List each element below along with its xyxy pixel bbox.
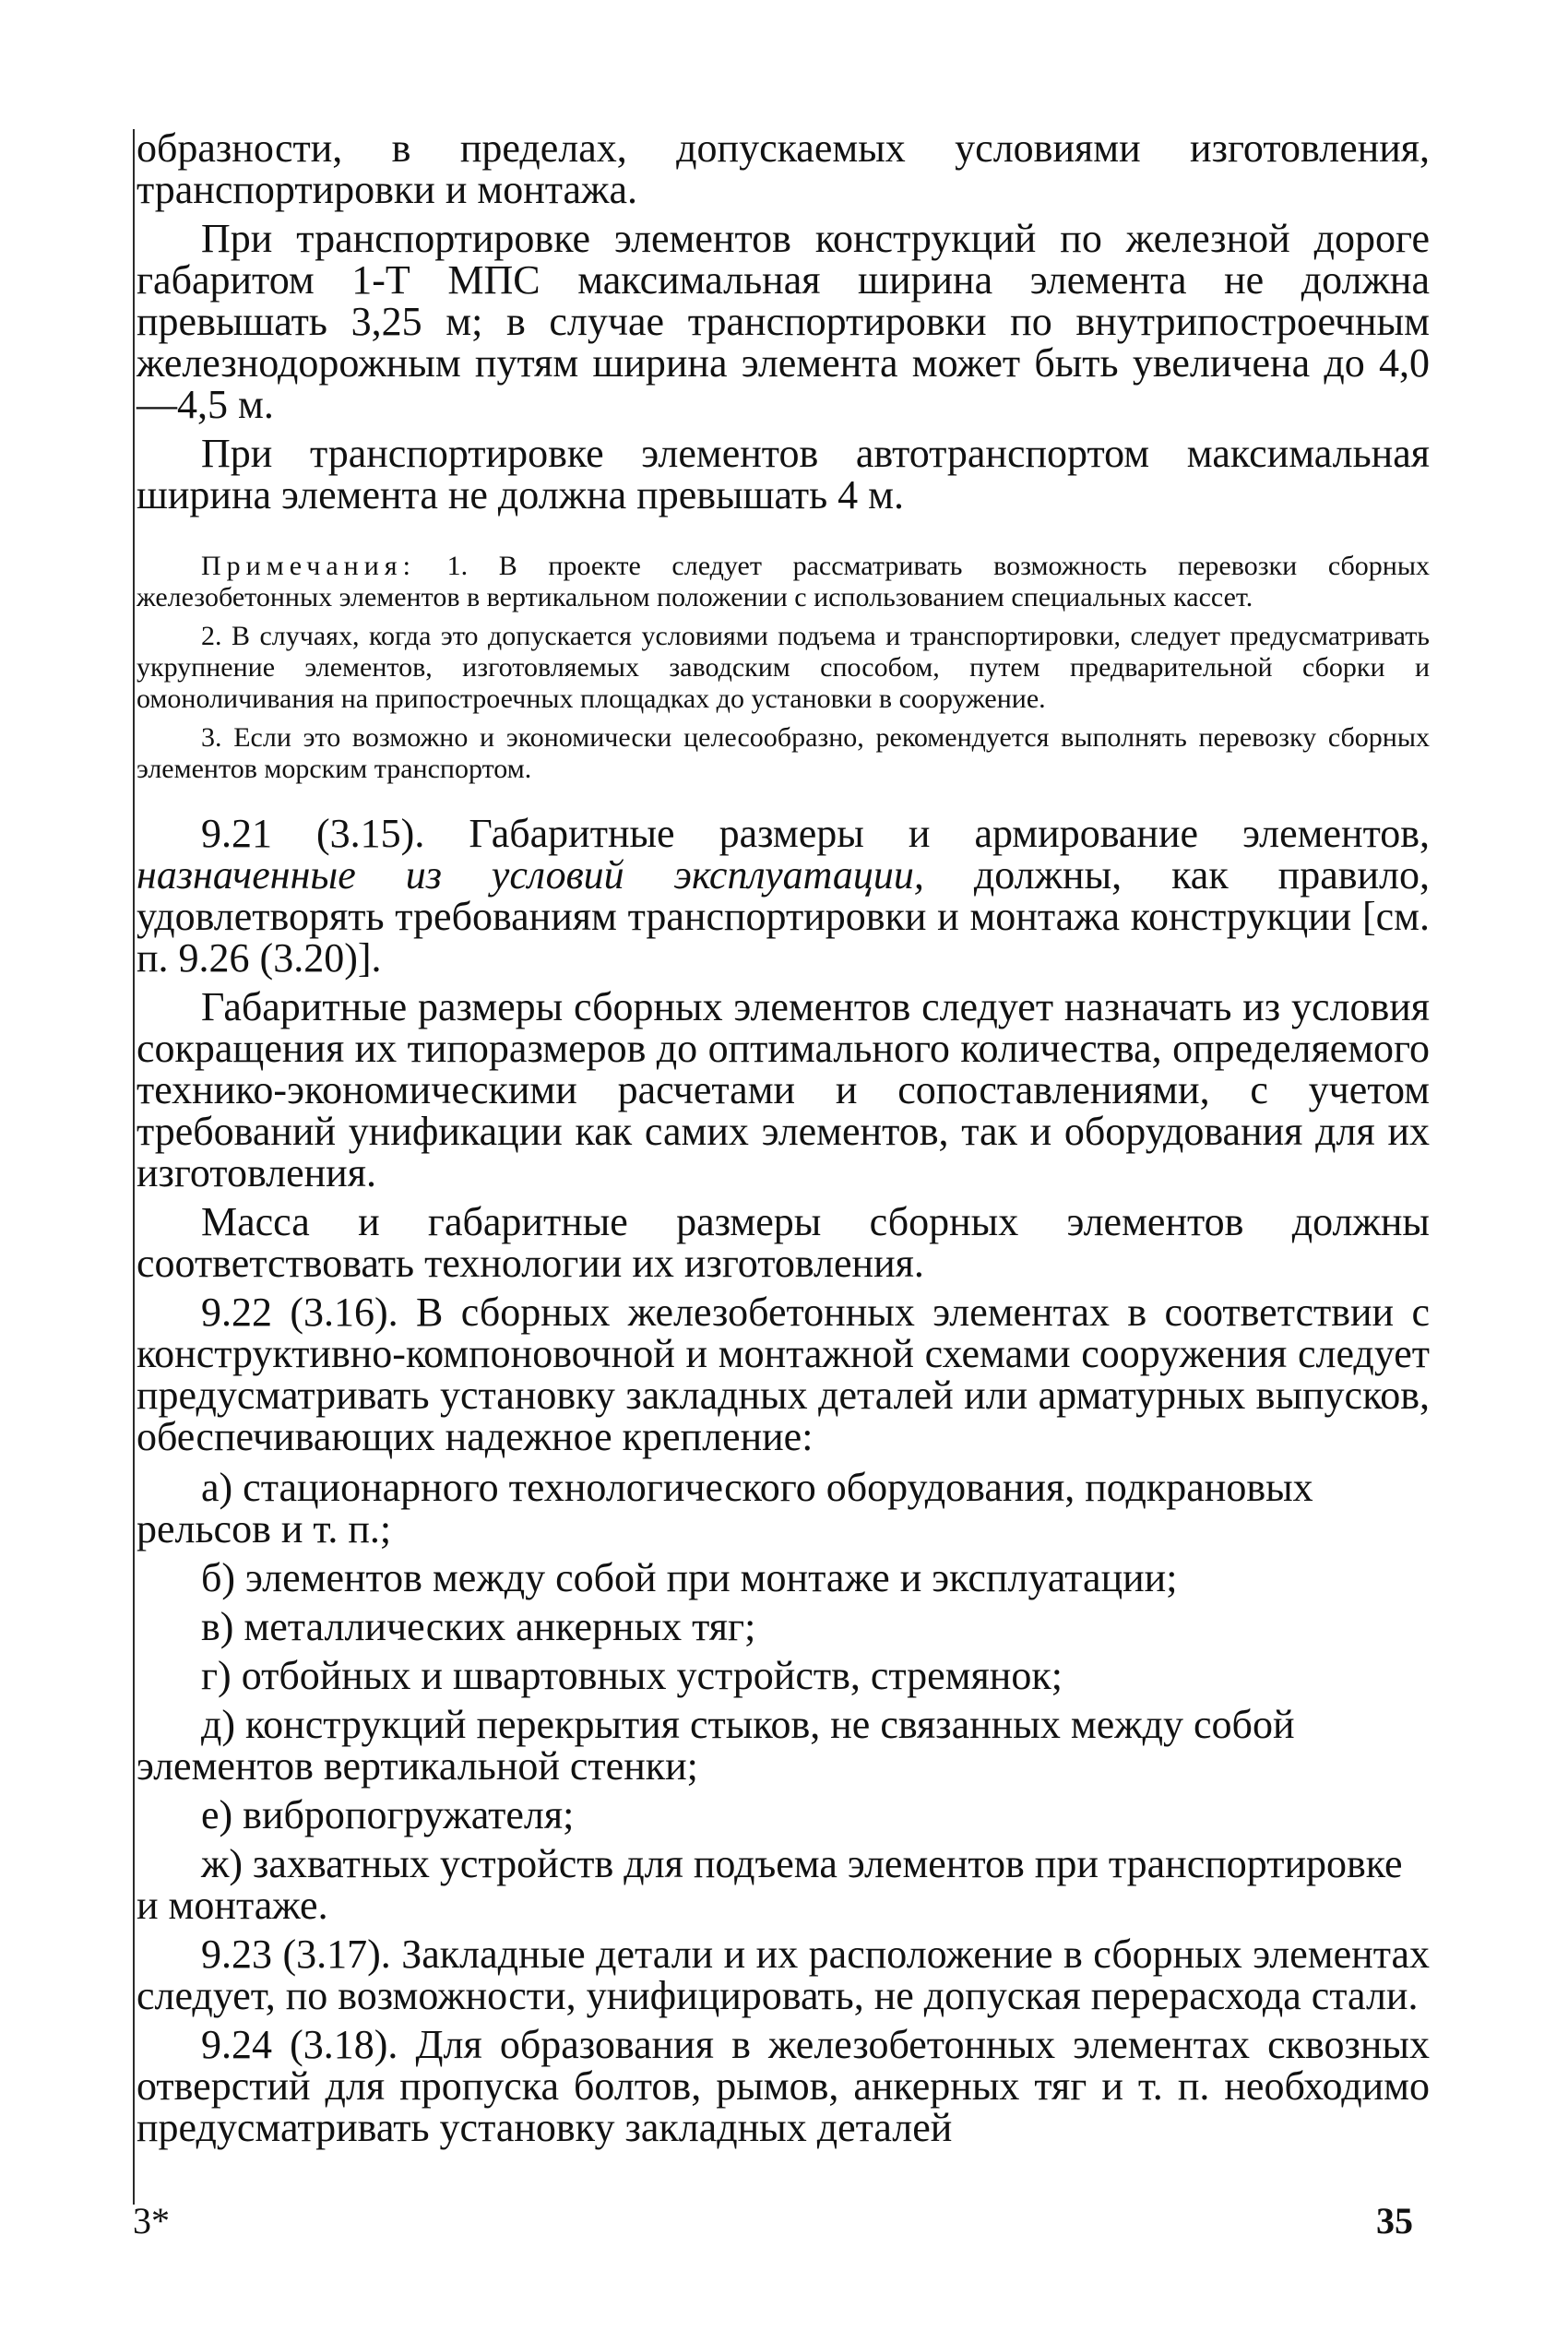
- section-9-23: [137, 1933, 1430, 2016]
- section-9-22-text: В сборных железобетонных элементах в соответствии с конструктивно-компоновочной и монтажной схемами сооружения следует предусматривать установку закладных деталей или арматурных выпусков, обеспечивающих надежное крепление:: [137, 1290, 1430, 1459]
- signature-mark: 3*: [133, 2200, 170, 2241]
- list-item-g: г) отбойных и швартовных устройств, стремянок;: [201, 1653, 1063, 1698]
- section-9-22-number: 9.22 (3.16).: [201, 1290, 398, 1335]
- notes-block: [137, 551, 1430, 785]
- list-item-e: е) вибропогружателя;: [201, 1792, 575, 1837]
- paragraph-railway-transport: При транспортировке элементов конструкций по железной дороге габаритом 1-Т МПС максимальная ширина элемента не должна превышать 3,25 м; в случае транспортировки по внутрипостроечным железнодорожным путям ширина элемента может быть увеличена до 4,0—4,5 м.: [137, 216, 1430, 427]
- list-item-a: а) стационарного технологического оборудования, подкрановых рельсов и т. п.;: [137, 1465, 1313, 1551]
- left-margin-rule: [133, 129, 135, 2205]
- list-item-v: в) металлических анкерных тяг;: [201, 1604, 756, 1649]
- page-content: [137, 127, 1430, 2148]
- section-9-21-paragraph-2: Габаритные размеры сборных элементов следует назначать из условия сокращения их типоразмеров до оптимального количества, определяемого технико-экономическими расчетами и сопоставлениями, с учетом требований унификации как самих элементов, так и оборудования для их изготовления.: [137, 984, 1430, 1195]
- section-9-21-number: 9.21 (3.15).: [201, 811, 425, 856]
- page-number: 35: [1376, 2200, 1413, 2241]
- section-9-23-text: Закладные детали и их расположение в сборных элементах следует, по возможности, унифицировать, не допуская перерасхода стали.: [137, 1932, 1430, 2018]
- note-3: 3. Если это возможно и экономически целесообразно, рекомендуется выполнять перевозку сборных элементов морским транспортом.: [137, 722, 1430, 784]
- section-9-21-text-a: Габаритные размеры и армирование элементов,: [469, 811, 1430, 856]
- section-9-21-text-b: должны, как правило, удовлетворять требованиям транспортировки и монтажа конструкции [см. п. 9.26 (3.20)].: [137, 852, 1431, 981]
- section-9-23-number: 9.23 (3.17).: [201, 1932, 391, 1977]
- note-1-text: 1. В проекте следует рассматривать возможность перевозки сборных железобетонных элементов в вертикальном положении с использованием специальных кассет.: [137, 551, 1431, 612]
- section-9-24-text: Для образования в железобетонных элементах сквозных отверстий для пропуска болтов, рымов, анкерных тяг и т. п. необходимо предусматривать установку закладных деталей: [137, 2022, 1430, 2150]
- paragraph-continuation: образности, в пределах, допускаемых условиями изготовления, транспортировки и монтажа.: [137, 125, 1430, 212]
- list-item-d: д) конструкций перекрытия стыков, не связанных между собой элементов вертикальной стенки;: [137, 1702, 1295, 1789]
- section-9-21-paragraph-3: Масса и габаритные размеры сборных элементов должны соответствовать технологии их изготовления.: [137, 1199, 1430, 1286]
- list-item-zh: ж) захватных устройств для подъема элементов при транспортировке и монтаже.: [137, 1841, 1403, 1928]
- section-9-21-italic: назначенные из условий эксплуатации,: [137, 852, 924, 898]
- paragraph-road-transport: При транспортировке элементов автотранспортом максимальная ширина элемента не должна превышать 4 м.: [137, 431, 1430, 517]
- section-9-21: [137, 813, 1430, 979]
- list-item-b: б) элементов между собой при монтаже и эксплуатации;: [201, 1555, 1178, 1600]
- section-9-22: [137, 1291, 1430, 1457]
- section-9-22-list: [137, 1467, 1430, 1926]
- notes-header: Примечания:: [201, 551, 416, 581]
- note-1: [137, 551, 1430, 613]
- note-2: 2. В случаях, когда это допускается условиями подъема и транспортировки, следует предусматривать укрупнение элементов, изготовляемых заводским способом, путем предварительной сборки и омоноличивания на припостроечных площадках до установки в сооружение.: [137, 621, 1430, 714]
- section-9-24: [137, 2024, 1430, 2148]
- section-9-24-number: 9.24 (3.18).: [201, 2022, 398, 2067]
